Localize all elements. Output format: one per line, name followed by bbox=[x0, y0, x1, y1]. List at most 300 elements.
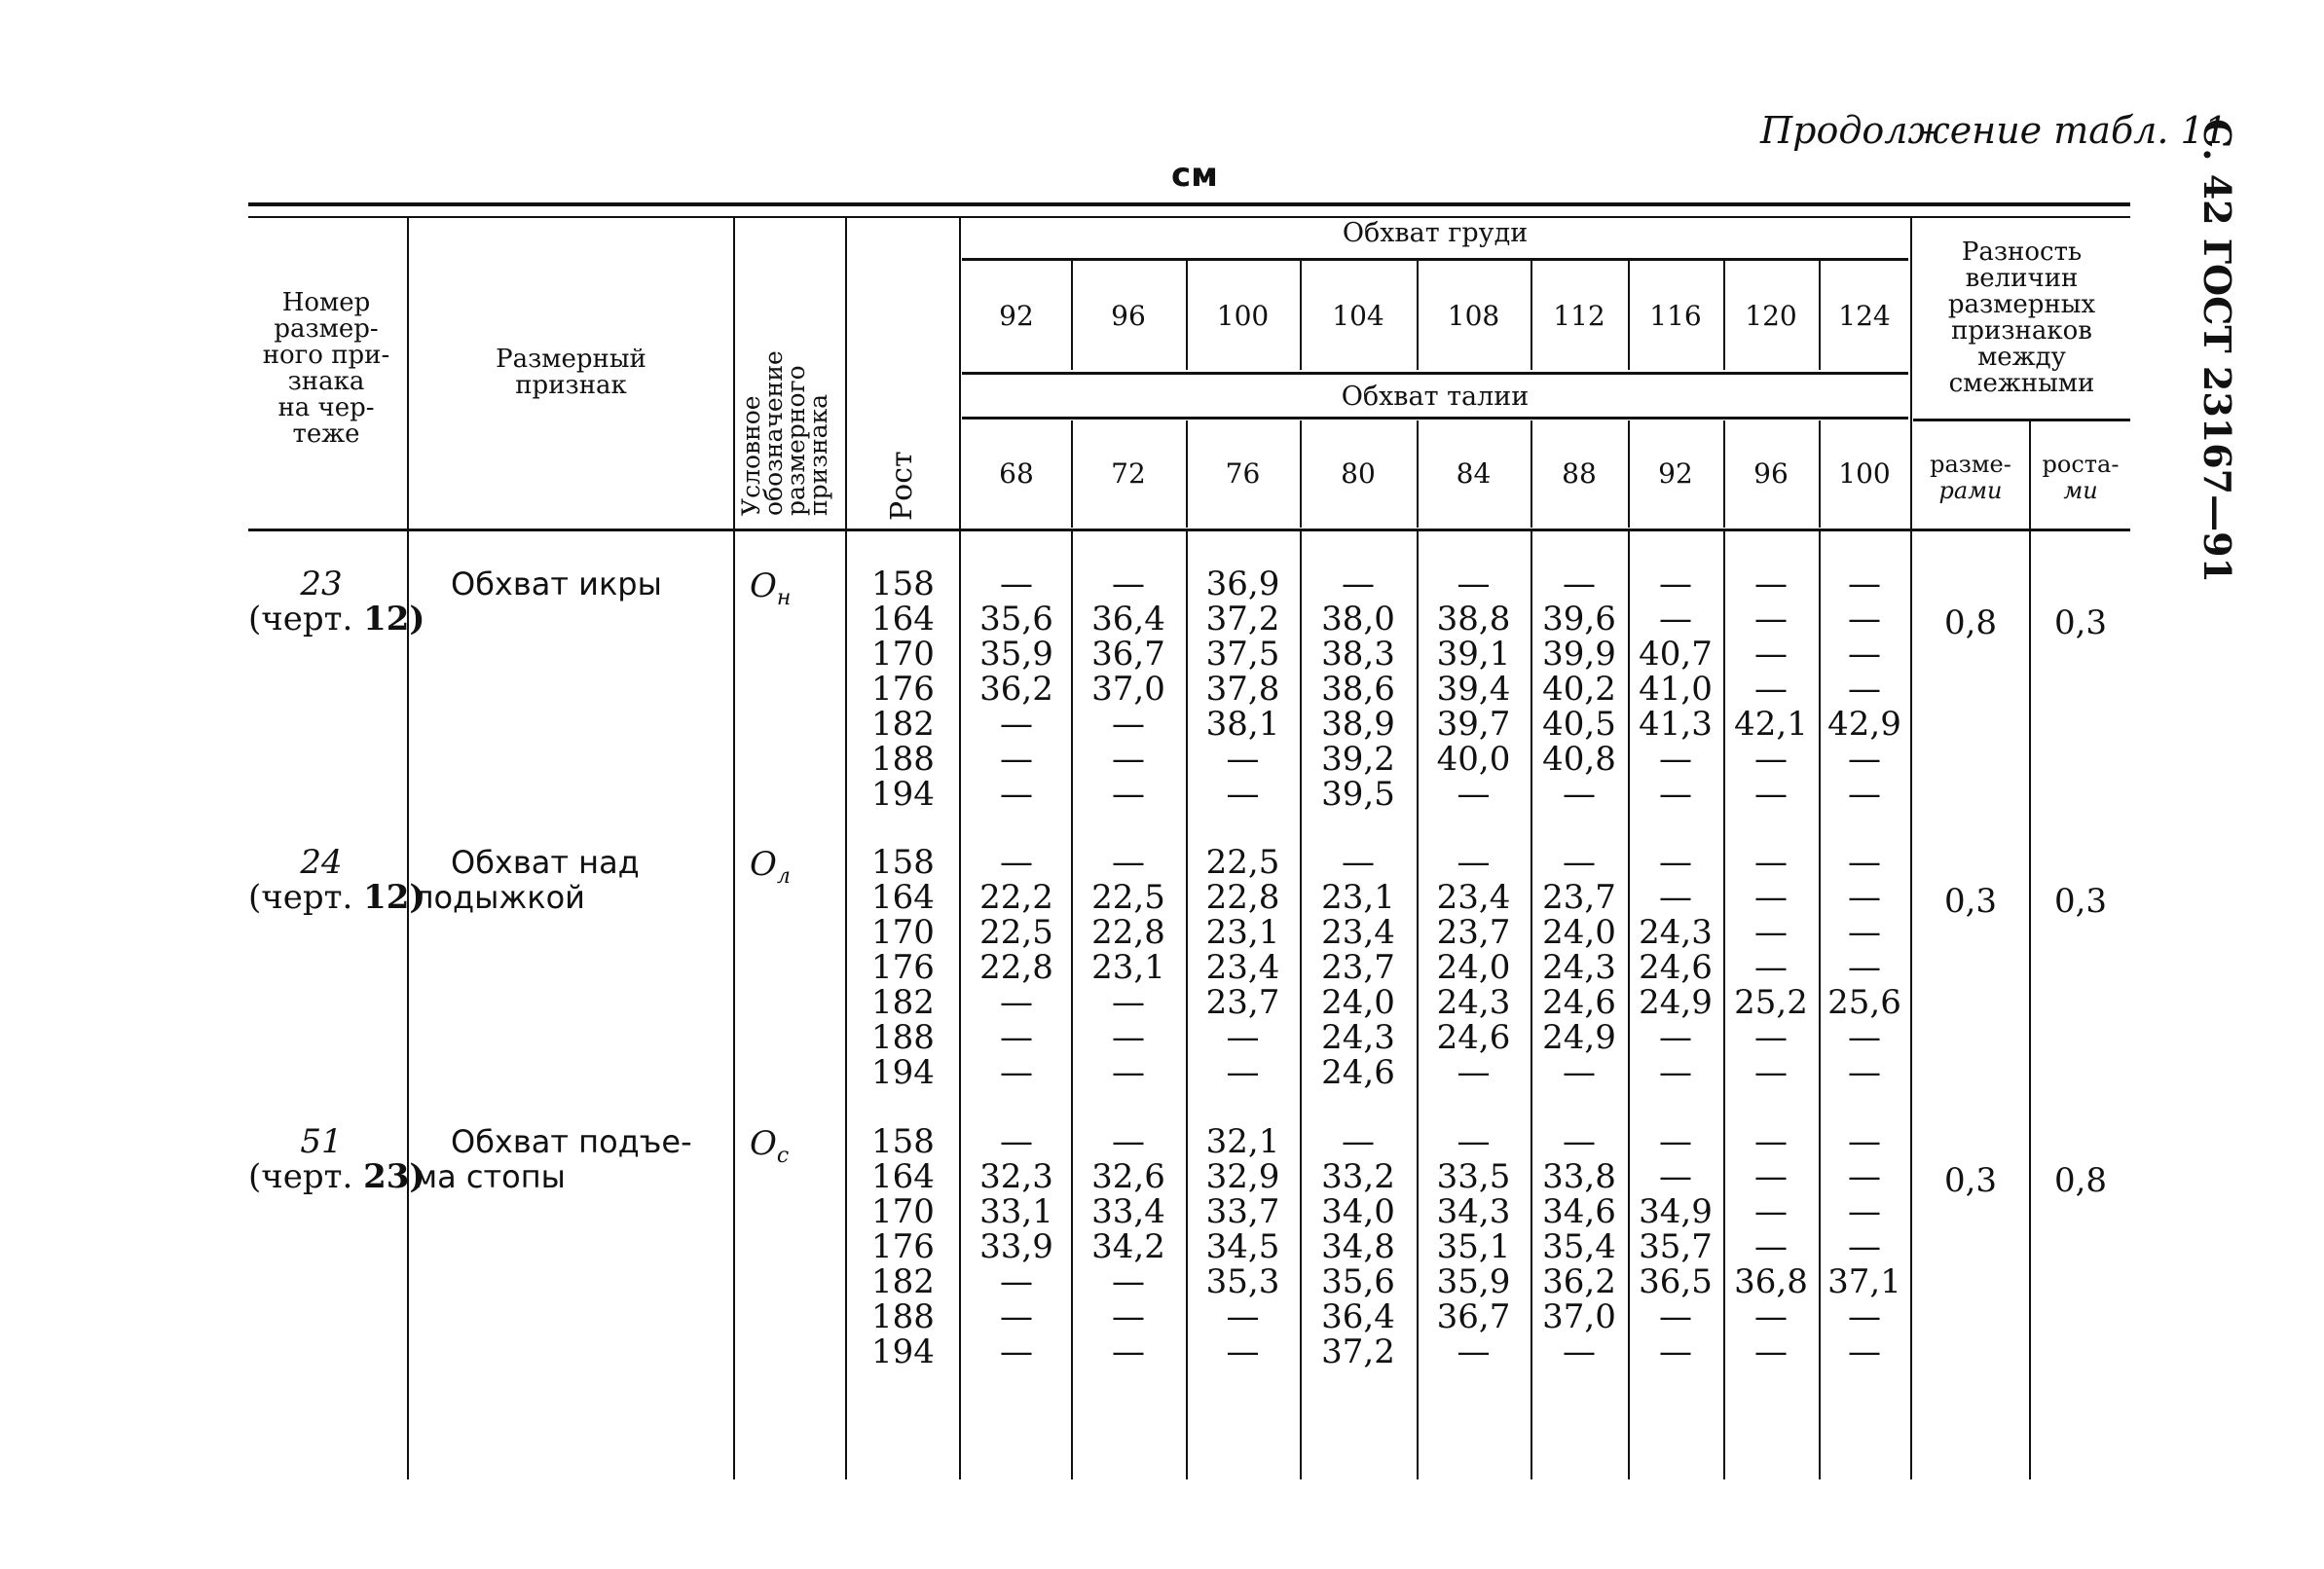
empty-cell: — bbox=[1754, 600, 1788, 639]
value-cell: 38,3 bbox=[1321, 635, 1395, 674]
row-drawing-ref bbox=[248, 600, 425, 639]
value-cell: 23,4 bbox=[1321, 913, 1395, 952]
value-column bbox=[1628, 1124, 1723, 1369]
empty-cell: — bbox=[1659, 1157, 1692, 1196]
value-column bbox=[1300, 845, 1417, 1090]
value-cell: 36,4 bbox=[1091, 600, 1165, 639]
height-value: 176 bbox=[871, 670, 935, 709]
empty-cell: — bbox=[1457, 1053, 1491, 1092]
value-cell: 40,0 bbox=[1436, 740, 1511, 779]
value-cell: 39,2 bbox=[1321, 740, 1395, 779]
value-cell: 34,5 bbox=[1205, 1227, 1280, 1266]
empty-cell: — bbox=[1000, 843, 1033, 882]
value-cell: 33,1 bbox=[979, 1192, 1053, 1231]
value-column bbox=[1628, 845, 1723, 1090]
value-cell: 35,4 bbox=[1542, 1227, 1616, 1266]
ref-label: (черт. bbox=[248, 878, 364, 917]
value-column bbox=[1071, 1124, 1186, 1369]
value-cell: 35,6 bbox=[979, 600, 1053, 639]
empty-cell: — bbox=[1848, 600, 1881, 639]
value-cell: 38,6 bbox=[1321, 670, 1395, 709]
value-column bbox=[1071, 566, 1186, 812]
empty-cell: — bbox=[1563, 1122, 1596, 1161]
row-number: 51 bbox=[300, 1122, 343, 1161]
value-cell: 40,5 bbox=[1542, 705, 1616, 744]
empty-cell: — bbox=[1659, 1018, 1692, 1057]
empty-cell: — bbox=[1000, 1018, 1033, 1057]
row-drawing-ref bbox=[248, 878, 425, 917]
empty-cell: — bbox=[1754, 1332, 1788, 1371]
value-cell: 22,8 bbox=[1091, 913, 1165, 952]
value-cell: 39,7 bbox=[1436, 705, 1511, 744]
value-column bbox=[1417, 566, 1531, 812]
waist-value-7: 92 bbox=[1658, 457, 1693, 490]
value-cell: 35,6 bbox=[1321, 1262, 1395, 1301]
value-cell: 23,1 bbox=[1321, 878, 1395, 917]
empty-cell: — bbox=[1112, 1297, 1145, 1336]
value-cell: 35,1 bbox=[1436, 1227, 1511, 1266]
value-column bbox=[1723, 1124, 1819, 1369]
value-column bbox=[1819, 566, 1910, 812]
empty-cell: — bbox=[1563, 843, 1596, 882]
value-column bbox=[1531, 1124, 1628, 1369]
value-cell: 36,7 bbox=[1436, 1297, 1511, 1336]
empty-cell: — bbox=[1659, 1332, 1692, 1371]
value-cell: 40,7 bbox=[1639, 635, 1713, 674]
empty-cell: — bbox=[1000, 1262, 1033, 1301]
value-cell: 24,6 bbox=[1436, 1018, 1511, 1057]
empty-cell: — bbox=[1000, 705, 1033, 744]
table-caption: Продолжение табл. 11 bbox=[1760, 109, 2228, 152]
empty-cell: — bbox=[1848, 1157, 1881, 1196]
value-cell: 38,0 bbox=[1321, 600, 1395, 639]
value-column bbox=[962, 845, 1071, 1090]
value-cell: 24,0 bbox=[1321, 983, 1395, 1022]
chest-value-7: 116 bbox=[1649, 300, 1702, 332]
diff-sizes-value: 0,8 bbox=[1943, 603, 1998, 642]
value-cell: 32,9 bbox=[1205, 1157, 1280, 1196]
empty-cell: — bbox=[1457, 775, 1491, 814]
value-cell: 33,8 bbox=[1542, 1157, 1616, 1196]
empty-cell: — bbox=[1848, 1018, 1881, 1057]
empty-cell: — bbox=[1563, 565, 1596, 603]
empty-cell: — bbox=[1659, 843, 1692, 882]
value-cell: 33,5 bbox=[1436, 1157, 1511, 1196]
value-cell: 42,9 bbox=[1827, 705, 1901, 744]
value-cell: 32,3 bbox=[979, 1157, 1053, 1196]
height-value: 182 bbox=[871, 705, 935, 744]
value-cell: 36,8 bbox=[1734, 1262, 1808, 1301]
value-cell: 38,8 bbox=[1436, 600, 1511, 639]
value-cell: 24,0 bbox=[1542, 913, 1616, 952]
value-cell: 32,1 bbox=[1205, 1122, 1280, 1161]
value-cell: 33,4 bbox=[1091, 1192, 1165, 1231]
empty-cell: — bbox=[1754, 1018, 1788, 1057]
row-symbol bbox=[750, 845, 791, 889]
empty-cell: — bbox=[1659, 565, 1692, 603]
value-cell: 24,6 bbox=[1321, 1053, 1395, 1092]
value-cell: 40,2 bbox=[1542, 670, 1616, 709]
value-cell: 37,2 bbox=[1205, 600, 1280, 639]
empty-cell: — bbox=[1457, 565, 1491, 603]
waist-value-9: 100 bbox=[1838, 457, 1891, 490]
empty-cell: — bbox=[1000, 775, 1033, 814]
empty-cell: — bbox=[1112, 1332, 1145, 1371]
value-cell: 33,2 bbox=[1321, 1157, 1395, 1196]
empty-cell: — bbox=[1563, 1332, 1596, 1371]
empty-cell: — bbox=[1226, 1018, 1260, 1057]
chest-value-4: 104 bbox=[1332, 300, 1384, 332]
header-feature: Размерный признак bbox=[496, 345, 646, 400]
value-column bbox=[1417, 845, 1531, 1090]
value-cell: 23,7 bbox=[1436, 913, 1511, 952]
waist-value-1: 68 bbox=[999, 457, 1034, 490]
empty-cell: — bbox=[1754, 913, 1788, 952]
ref-number: 12) bbox=[363, 600, 425, 639]
feature-line: Обхват над bbox=[451, 844, 640, 881]
height-value: 170 bbox=[871, 913, 935, 952]
empty-cell: — bbox=[1848, 878, 1881, 917]
header-diff: Разность величин размерных признаков между смежными bbox=[1947, 237, 2096, 398]
empty-cell: — bbox=[1848, 1227, 1881, 1266]
row-number-cell bbox=[248, 565, 425, 639]
row-number: 24 bbox=[300, 843, 343, 882]
value-cell: 23,1 bbox=[1205, 913, 1280, 952]
value-column bbox=[1300, 1124, 1417, 1369]
empty-cell: — bbox=[1848, 740, 1881, 779]
value-cell: 24,9 bbox=[1639, 983, 1713, 1022]
header-symbol: Условное обозначение размерного признака bbox=[737, 350, 832, 516]
header-number: Номер размер- ного при- знака на чер- теже bbox=[262, 288, 390, 449]
row-feature bbox=[414, 566, 733, 602]
empty-cell: — bbox=[1000, 565, 1033, 603]
feature-line: лодыжкой bbox=[414, 879, 585, 916]
empty-cell: — bbox=[1848, 1122, 1881, 1161]
waist-value-8: 96 bbox=[1753, 457, 1789, 490]
chest-value-6: 112 bbox=[1553, 300, 1605, 332]
empty-cell: — bbox=[1000, 983, 1033, 1022]
value-cell: 35,7 bbox=[1639, 1227, 1713, 1266]
chest-value-5: 108 bbox=[1447, 300, 1500, 332]
chest-value-1: 92 bbox=[999, 300, 1034, 332]
empty-cell: — bbox=[1563, 1053, 1596, 1092]
feature-line: Обхват подъе- bbox=[451, 1123, 692, 1160]
row-number-cell bbox=[248, 843, 425, 917]
value-cell: 41,3 bbox=[1639, 705, 1713, 744]
value-cell: 33,9 bbox=[979, 1227, 1053, 1266]
diff-heights-value: 0,8 bbox=[2053, 1161, 2108, 1200]
empty-cell: — bbox=[1226, 1332, 1260, 1371]
value-cell: 34,6 bbox=[1542, 1192, 1616, 1231]
value-column bbox=[1819, 845, 1910, 1090]
waist-value-4: 80 bbox=[1341, 457, 1376, 490]
value-cell: 41,0 bbox=[1639, 670, 1713, 709]
empty-cell: — bbox=[1457, 843, 1491, 882]
symbol-letter: О bbox=[750, 566, 777, 605]
value-cell: 35,9 bbox=[1436, 1262, 1511, 1301]
height-value: 170 bbox=[871, 1192, 935, 1231]
feature-line: Обхват икры bbox=[451, 566, 662, 602]
empty-cell: — bbox=[1112, 843, 1145, 882]
value-cell: 34,9 bbox=[1639, 1192, 1713, 1231]
chest-value-8: 120 bbox=[1745, 300, 1797, 332]
page-side-label: С. 42 ГОСТ 23167—91 bbox=[2195, 119, 2239, 583]
diff-heights-value: 0,3 bbox=[2053, 882, 2108, 921]
empty-cell: — bbox=[1112, 740, 1145, 779]
empty-cell: — bbox=[1457, 1122, 1491, 1161]
value-column bbox=[962, 1124, 1071, 1369]
height-value: 158 bbox=[871, 565, 935, 603]
height-value: 182 bbox=[871, 983, 935, 1022]
empty-cell: — bbox=[1112, 775, 1145, 814]
empty-cell: — bbox=[1000, 740, 1033, 779]
value-cell: 35,3 bbox=[1205, 1262, 1280, 1301]
value-cell: 24,9 bbox=[1542, 1018, 1616, 1057]
chest-value-3: 100 bbox=[1216, 300, 1270, 332]
value-cell: 23,1 bbox=[1091, 948, 1165, 987]
empty-cell: — bbox=[1754, 948, 1788, 987]
value-cell: 23,4 bbox=[1205, 948, 1280, 987]
empty-cell: — bbox=[1342, 1122, 1375, 1161]
empty-cell: — bbox=[1000, 1297, 1033, 1336]
empty-cell: — bbox=[1754, 843, 1788, 882]
height-value: 170 bbox=[871, 635, 935, 674]
empty-cell: — bbox=[1848, 1192, 1881, 1231]
value-column bbox=[1723, 566, 1819, 812]
empty-cell: — bbox=[1563, 775, 1596, 814]
header-waist-title: Обхват талии bbox=[1341, 382, 1530, 412]
value-cell: 36,5 bbox=[1639, 1262, 1713, 1301]
value-column bbox=[1186, 566, 1300, 812]
value-cell: 36,2 bbox=[979, 670, 1053, 709]
feature-line: ма стопы bbox=[414, 1158, 566, 1195]
ref-label: (черт. bbox=[248, 600, 364, 639]
waist-value-3: 76 bbox=[1225, 457, 1261, 490]
empty-cell: — bbox=[1226, 1053, 1260, 1092]
value-cell: 34,2 bbox=[1091, 1227, 1165, 1266]
symbol-index: н bbox=[776, 585, 792, 610]
diff-sizes-value: 0,3 bbox=[1943, 882, 1998, 921]
diff-heights-value: 0,3 bbox=[2053, 603, 2108, 642]
empty-cell: — bbox=[1659, 775, 1692, 814]
empty-cell: — bbox=[1848, 1332, 1881, 1371]
empty-cell: — bbox=[1848, 843, 1881, 882]
waist-value-5: 84 bbox=[1456, 457, 1492, 490]
height-value: 158 bbox=[871, 843, 935, 882]
symbol-letter: О bbox=[750, 845, 777, 884]
value-cell: 23,7 bbox=[1321, 948, 1395, 987]
empty-cell: — bbox=[1754, 1122, 1788, 1161]
row-feature bbox=[414, 845, 733, 915]
value-cell: 36,2 bbox=[1542, 1262, 1616, 1301]
value-cell: 24,0 bbox=[1436, 948, 1511, 987]
empty-cell: — bbox=[1112, 705, 1145, 744]
value-cell: 34,8 bbox=[1321, 1227, 1395, 1266]
chest-value-9: 124 bbox=[1838, 300, 1891, 332]
value-cell: 36,7 bbox=[1091, 635, 1165, 674]
value-cell: 22,5 bbox=[1205, 843, 1280, 882]
value-cell: 23,7 bbox=[1205, 983, 1280, 1022]
value-cell: 39,5 bbox=[1321, 775, 1395, 814]
value-cell: 37,0 bbox=[1091, 670, 1165, 709]
empty-cell: — bbox=[1754, 635, 1788, 674]
empty-cell: — bbox=[1659, 600, 1692, 639]
empty-cell: — bbox=[1754, 1053, 1788, 1092]
value-cell: 37,5 bbox=[1205, 635, 1280, 674]
value-column bbox=[1300, 566, 1417, 812]
value-cell: 42,1 bbox=[1734, 705, 1808, 744]
empty-cell: — bbox=[1342, 565, 1375, 603]
value-cell: 24,3 bbox=[1639, 913, 1713, 952]
empty-cell: — bbox=[1000, 1332, 1033, 1371]
value-cell: 37,0 bbox=[1542, 1297, 1616, 1336]
height-value: 194 bbox=[871, 775, 935, 814]
ref-label: (черт. bbox=[248, 1157, 364, 1196]
unit-label: см bbox=[1171, 156, 1218, 195]
empty-cell: — bbox=[1848, 948, 1881, 987]
empty-cell: — bbox=[1848, 775, 1881, 814]
chest-value-2: 96 bbox=[1111, 300, 1146, 332]
value-cell: 34,0 bbox=[1321, 1192, 1395, 1231]
empty-cell: — bbox=[1226, 1297, 1260, 1336]
value-column bbox=[1417, 1124, 1531, 1369]
value-column bbox=[962, 566, 1071, 812]
empty-cell: — bbox=[1112, 983, 1145, 1022]
value-cell: 38,9 bbox=[1321, 705, 1395, 744]
height-value: 176 bbox=[871, 948, 935, 987]
value-cell: 37,8 bbox=[1205, 670, 1280, 709]
waist-value-2: 72 bbox=[1111, 457, 1146, 490]
value-cell: 39,4 bbox=[1436, 670, 1511, 709]
value-cell: 40,8 bbox=[1542, 740, 1616, 779]
ref-number: 12) bbox=[363, 878, 425, 917]
symbol-index: с bbox=[776, 1143, 790, 1168]
value-cell: 24,3 bbox=[1436, 983, 1511, 1022]
empty-cell: — bbox=[1754, 775, 1788, 814]
value-cell: 24,6 bbox=[1639, 948, 1713, 987]
value-cell: 24,3 bbox=[1542, 948, 1616, 987]
empty-cell: — bbox=[1659, 1122, 1692, 1161]
header-diff-heights: роста- ми bbox=[2042, 451, 2120, 504]
empty-cell: — bbox=[1848, 635, 1881, 674]
value-cell: 22,8 bbox=[979, 948, 1053, 987]
empty-cell: — bbox=[1112, 565, 1145, 603]
empty-cell: — bbox=[1754, 670, 1788, 709]
value-cell: 24,6 bbox=[1542, 983, 1616, 1022]
height-value: 194 bbox=[871, 1053, 935, 1092]
value-cell: 39,1 bbox=[1436, 635, 1511, 674]
empty-cell: — bbox=[1226, 775, 1260, 814]
symbol-letter: О bbox=[750, 1124, 777, 1163]
height-value: 182 bbox=[871, 1262, 935, 1301]
row-feature bbox=[414, 1124, 733, 1194]
empty-cell: — bbox=[1659, 740, 1692, 779]
empty-cell: — bbox=[1342, 843, 1375, 882]
empty-cell: — bbox=[1754, 1227, 1788, 1266]
value-cell: 24,3 bbox=[1321, 1018, 1395, 1057]
empty-cell: — bbox=[1112, 1122, 1145, 1161]
empty-cell: — bbox=[1659, 878, 1692, 917]
empty-cell: — bbox=[1659, 1297, 1692, 1336]
value-cell: 34,3 bbox=[1436, 1192, 1511, 1231]
value-cell: 22,5 bbox=[979, 913, 1053, 952]
value-cell: 23,7 bbox=[1542, 878, 1616, 917]
value-cell: 33,7 bbox=[1205, 1192, 1280, 1231]
value-cell: 22,5 bbox=[1091, 878, 1165, 917]
height-value: 176 bbox=[871, 1227, 935, 1266]
row-drawing-ref bbox=[248, 1157, 425, 1196]
empty-cell: — bbox=[1112, 1018, 1145, 1057]
value-cell: 38,1 bbox=[1205, 705, 1280, 744]
empty-cell: — bbox=[1848, 1053, 1881, 1092]
header-height: Рост bbox=[885, 451, 919, 521]
value-column bbox=[1628, 566, 1723, 812]
empty-cell: — bbox=[1754, 878, 1788, 917]
empty-cell: — bbox=[1848, 913, 1881, 952]
value-column bbox=[1071, 845, 1186, 1090]
waist-value-6: 88 bbox=[1562, 457, 1597, 490]
row-number: 23 bbox=[300, 565, 343, 603]
value-column bbox=[1723, 845, 1819, 1090]
empty-cell: — bbox=[1000, 1053, 1033, 1092]
row-heights bbox=[847, 845, 959, 1090]
value-cell: 37,2 bbox=[1321, 1332, 1395, 1371]
empty-cell: — bbox=[1848, 670, 1881, 709]
height-value: 194 bbox=[871, 1332, 935, 1371]
height-value: 164 bbox=[871, 600, 935, 639]
value-cell: 25,6 bbox=[1827, 983, 1901, 1022]
empty-cell: — bbox=[1112, 1262, 1145, 1301]
empty-cell: — bbox=[1754, 740, 1788, 779]
height-value: 188 bbox=[871, 1018, 935, 1057]
empty-cell: — bbox=[1754, 1297, 1788, 1336]
value-cell: 23,4 bbox=[1436, 878, 1511, 917]
value-column bbox=[1819, 1124, 1910, 1369]
value-cell: 22,2 bbox=[979, 878, 1053, 917]
empty-cell: — bbox=[1000, 1122, 1033, 1161]
height-value: 158 bbox=[871, 1122, 935, 1161]
value-cell: 36,9 bbox=[1205, 565, 1280, 603]
header-chest-title: Обхват груди bbox=[1342, 218, 1529, 248]
symbol-index: л bbox=[776, 863, 791, 889]
row-symbol bbox=[750, 1124, 789, 1168]
empty-cell: — bbox=[1848, 1297, 1881, 1336]
ref-number: 23) bbox=[363, 1157, 425, 1196]
value-cell: 36,4 bbox=[1321, 1297, 1395, 1336]
value-column bbox=[1186, 845, 1300, 1090]
value-cell: 25,2 bbox=[1734, 983, 1808, 1022]
row-number-cell bbox=[248, 1122, 425, 1196]
height-value: 164 bbox=[871, 1157, 935, 1196]
diff-sizes-value: 0,3 bbox=[1943, 1161, 1998, 1200]
row-symbol bbox=[750, 566, 791, 610]
empty-cell: — bbox=[1112, 1053, 1145, 1092]
height-value: 188 bbox=[871, 740, 935, 779]
value-cell: 37,1 bbox=[1827, 1262, 1901, 1301]
value-cell: 32,6 bbox=[1091, 1157, 1165, 1196]
empty-cell: — bbox=[1226, 740, 1260, 779]
value-cell: 35,9 bbox=[979, 635, 1053, 674]
value-cell: 39,9 bbox=[1542, 635, 1616, 674]
value-column bbox=[1531, 845, 1628, 1090]
value-column bbox=[1186, 1124, 1300, 1369]
empty-cell: — bbox=[1457, 1332, 1491, 1371]
value-cell: 39,6 bbox=[1542, 600, 1616, 639]
empty-cell: — bbox=[1659, 1053, 1692, 1092]
empty-cell: — bbox=[1754, 1157, 1788, 1196]
row-heights bbox=[847, 566, 959, 812]
row-heights bbox=[847, 1124, 959, 1369]
